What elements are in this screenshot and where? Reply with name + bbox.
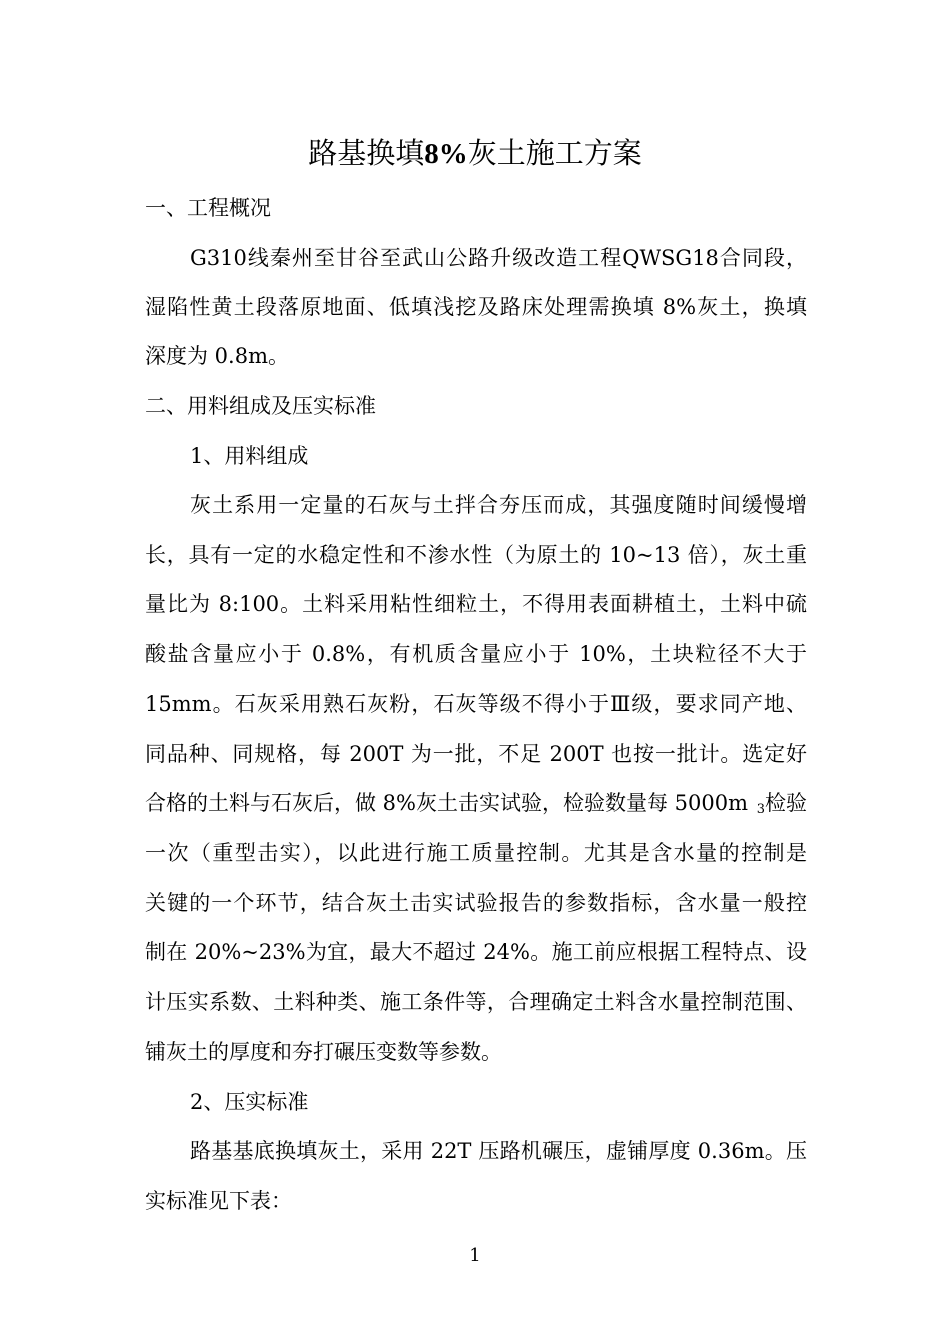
page-number: 1 (469, 1245, 481, 1266)
paragraph-line: 深度为 0.8m。 (145, 344, 289, 368)
line-text-end (757, 787, 807, 826)
line-text: 检验 (765, 791, 807, 815)
paragraph-line: 15mm。石灰采用熟石灰粉，石灰等级不得小于Ⅲ级，要求同产地、 (145, 692, 807, 716)
paragraph-line (145, 787, 807, 826)
paragraph-line: 量比为 8:100。土料采用粘性细粒土，不得用表面耕植土，土料中硫 (145, 592, 807, 616)
paragraph-line: 湿陷性黄土段落原地面、低填浅挖及路床处理需换填 8%灰土，换填 (145, 295, 807, 319)
paragraph-line: 酸盐含量应小于 0.8%，有机质含量应小于 10%，土块粒径不大于 (145, 642, 807, 666)
title-text-after: 灰土施工方案 (467, 136, 642, 170)
subsection-heading-composition: 1、用料组成 (190, 444, 309, 468)
paragraph-line: 制在 20%~23%为宜，最大不超过 24%。施工前应根据工程特点、设 (145, 940, 807, 964)
paragraph-line: 计压实系数、土料种类、施工条件等，合理确定土料含水量控制范围、 (145, 990, 807, 1014)
section-heading-overview: 一、工程概况 (145, 196, 271, 220)
paragraph-line: 铺灰土的厚度和夯打碾压变数等参数。 (145, 1040, 502, 1064)
paragraph-line: 实标准见下表： (145, 1189, 292, 1213)
document-title (0, 131, 950, 176)
title-text-before: 路基换填 (308, 136, 425, 170)
paragraph-line: 灰土系用一定量的石灰与土拌合夯压而成，其强度随时间缓慢增 (190, 493, 807, 517)
paragraph-line: G310线秦州至甘谷至武山公路升级改造工程QWSG18合同段， (190, 246, 807, 270)
subsection-heading-compaction: 2、压实标准 (190, 1090, 309, 1114)
paragraph-line: 同品种、同规格，每 200T 为一批，不足 200T 也按一批计。选定好 (145, 742, 807, 766)
paragraph-line: 关键的一个环节，结合灰土击实试验报告的参数指标，含水量一般控 (145, 891, 807, 915)
paragraph-line: 长，具有一定的水稳定性和不渗水性（为原土的 10~13 倍），灰土重 (145, 543, 807, 567)
paragraph-line: 一次（重型击实），以此进行施工质量控制。尤其是含水量的控制是 (145, 841, 807, 865)
line-text: 合格的土料与石灰后，做 8%灰土击实试验，检验数量每 5000m (145, 791, 749, 815)
paragraph-line: 路基基底换填灰土，采用 22T 压路机碾压，虚铺厚度 0.36m。压 (190, 1139, 807, 1163)
unit-superscript: 3 (756, 802, 765, 817)
title-text-bold: 8% (424, 138, 468, 170)
section-heading-materials: 二、用料组成及压实标准 (145, 394, 376, 418)
